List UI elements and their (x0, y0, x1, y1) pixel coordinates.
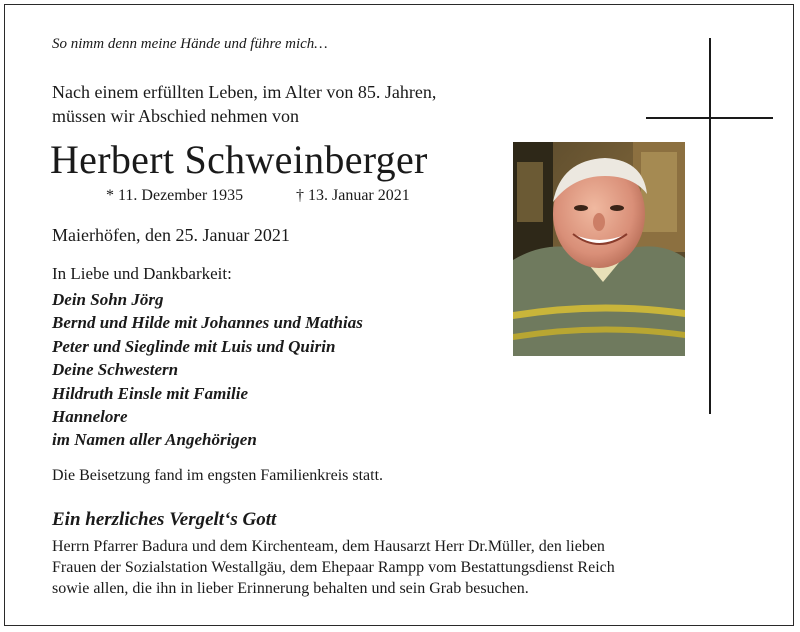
intro-line: Nach einem erfüllten Leben, im Alter von 85. Jahren, (52, 82, 437, 102)
cross-icon-bar (646, 117, 773, 119)
love-line: In Liebe und Dankbarkeit: (52, 264, 232, 283)
place-date: Maierhöfen, den 25. Januar 2021 (52, 225, 290, 245)
mourner-line: Dein Sohn Jörg (52, 290, 164, 309)
mourner-line: Hildruth Einsle mit Familie (52, 383, 249, 403)
intro-text (52, 80, 436, 128)
motto-line: So nimm denn meine Hände und führe mich… (52, 36, 328, 52)
mourner-line: Bernd und Hilde mit Johannes und Mathias (52, 313, 363, 333)
death-date: † 13. Januar 2021 (296, 187, 410, 204)
thanks-line: Herrn Pfarrer Badura und dem Kirchenteam, dem Hausarzt Herr Dr.Müller, den lieben (52, 538, 605, 555)
intro-line: müssen wir Abschied nehmen von (52, 106, 299, 126)
thanks-line: sowie allen, die ihn in lieber Erinnerung behalten und sein Grab besuchen. (52, 580, 529, 597)
mourner-line: Deine Schwestern (52, 360, 179, 380)
burial-note: Die Beisetzung fand im engsten Familienkreis statt. (52, 467, 384, 484)
thanks-text (52, 536, 615, 599)
mourner-line: im Namen aller Angehörigen (52, 430, 257, 450)
portrait-photo (513, 142, 685, 356)
mourner-line: Peter und Sieglinde mit Luis und Quirin (52, 336, 336, 356)
mourners-list (52, 288, 363, 452)
birth-date: * 11. Dezember 1935 (106, 187, 244, 204)
cross-icon (709, 38, 711, 414)
deceased-name: Herbert Schweinberger (50, 137, 428, 182)
thanks-title: Ein herzliches Vergelt‘s Gott (52, 509, 277, 530)
mourner-line: Hannelore (52, 406, 128, 426)
thanks-line: Frauen der Sozialstation Westallgäu, dem Ehepaar Rampp vom Bestattungsdienst Reich (52, 559, 615, 576)
